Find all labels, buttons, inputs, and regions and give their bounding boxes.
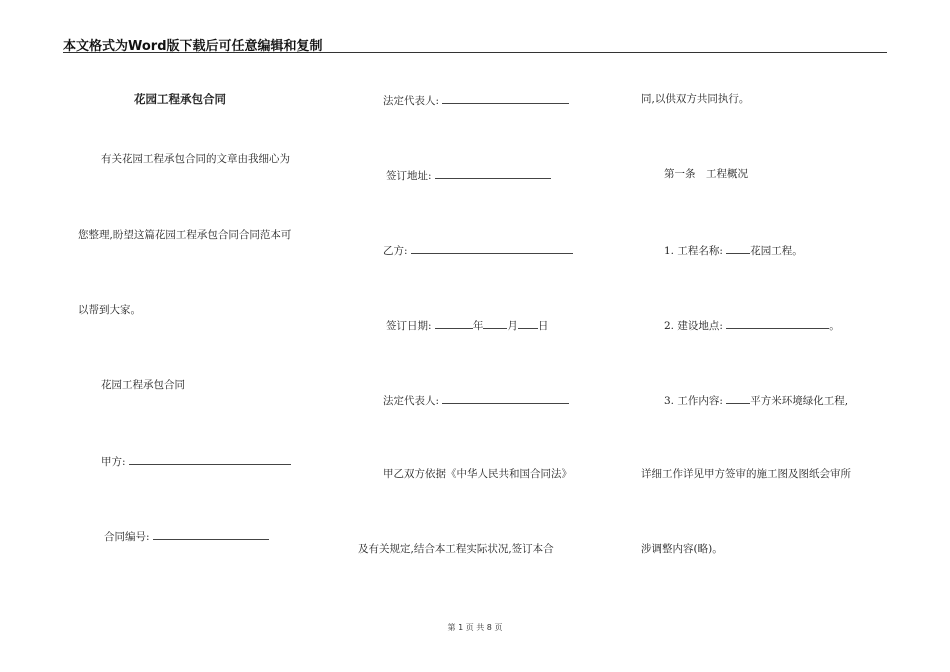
sign-date-label: 签订日期:	[386, 320, 432, 332]
day-label: 日	[537, 320, 549, 332]
article-1-heading: 第一条 工程概况	[664, 168, 748, 180]
intro-line-3: 以帮到大家。	[78, 304, 141, 316]
item-3-line-2: 详细工作详见甲方签审的施工图及图纸会审所	[641, 468, 851, 480]
party-b-blank	[411, 242, 573, 254]
party-b-line	[383, 242, 573, 258]
item-2-line	[664, 317, 840, 333]
item-1-label: 1. 工程名称:	[664, 245, 723, 257]
party-a-line	[101, 453, 291, 469]
contract-no-label: 合同编号:	[104, 531, 150, 543]
intro-line-2: 您整理,盼望这篇花园工程承包合同合同范本可	[78, 229, 292, 241]
sign-address-label: 签订地址:	[386, 170, 432, 182]
year-blank	[435, 317, 473, 329]
item-3-label: 3. 工作内容:	[664, 395, 723, 407]
day-blank	[518, 317, 538, 329]
legal-rep-2-label: 法定代表人:	[383, 395, 440, 407]
contract-name: 花园工程承包合同	[101, 379, 185, 391]
contract-no-blank	[153, 528, 269, 540]
header-rule	[63, 52, 887, 53]
party-b-label: 乙方:	[383, 245, 408, 257]
sign-address-line	[386, 167, 551, 183]
item-3-blank	[726, 392, 750, 404]
item-3-suffix: 平方米环境绿化工程,	[750, 395, 849, 407]
item-1-blank	[726, 242, 750, 254]
contract-no-line	[104, 528, 269, 544]
sign-address-blank	[435, 167, 551, 179]
page-number: 第 1 页 共 8 页	[447, 623, 503, 632]
month-blank	[483, 317, 507, 329]
legal-rep-2-line	[383, 392, 569, 408]
continuation-line: 同,以供双方共同执行。	[641, 93, 750, 105]
basis-line-2: 及有关规定,结合本工程实际状况,签订本合	[358, 543, 554, 555]
party-a-blank	[129, 453, 291, 465]
sign-date-line	[386, 317, 548, 333]
legal-rep-2-blank	[442, 392, 569, 404]
legal-rep-1-label: 法定代表人:	[383, 95, 440, 107]
item-2-suffix: 。	[829, 320, 840, 332]
intro-line-1: 有关花园工程承包合同的文章由我细心为	[101, 153, 290, 165]
basis-line-1: 甲乙双方依据《中华人民共和国合同法》	[383, 468, 572, 480]
legal-rep-1-line	[383, 92, 569, 108]
document-header: 本文格式为Word版下载后可任意编辑和复制	[63, 39, 323, 54]
month-label: 月	[507, 320, 518, 332]
item-3-line-3: 涉调整内容(略)。	[641, 543, 723, 555]
legal-rep-1-blank	[442, 92, 569, 104]
item-1-suffix: 花园工程。	[750, 245, 803, 257]
year-label: 年	[472, 320, 484, 332]
item-2-label: 2. 建设地点:	[664, 320, 723, 332]
contract-title: 花园工程承包合同	[134, 92, 226, 106]
item-1-line	[664, 242, 803, 258]
item-3-line	[664, 392, 848, 408]
party-a-label: 甲方:	[101, 456, 126, 468]
item-2-blank	[726, 317, 829, 329]
